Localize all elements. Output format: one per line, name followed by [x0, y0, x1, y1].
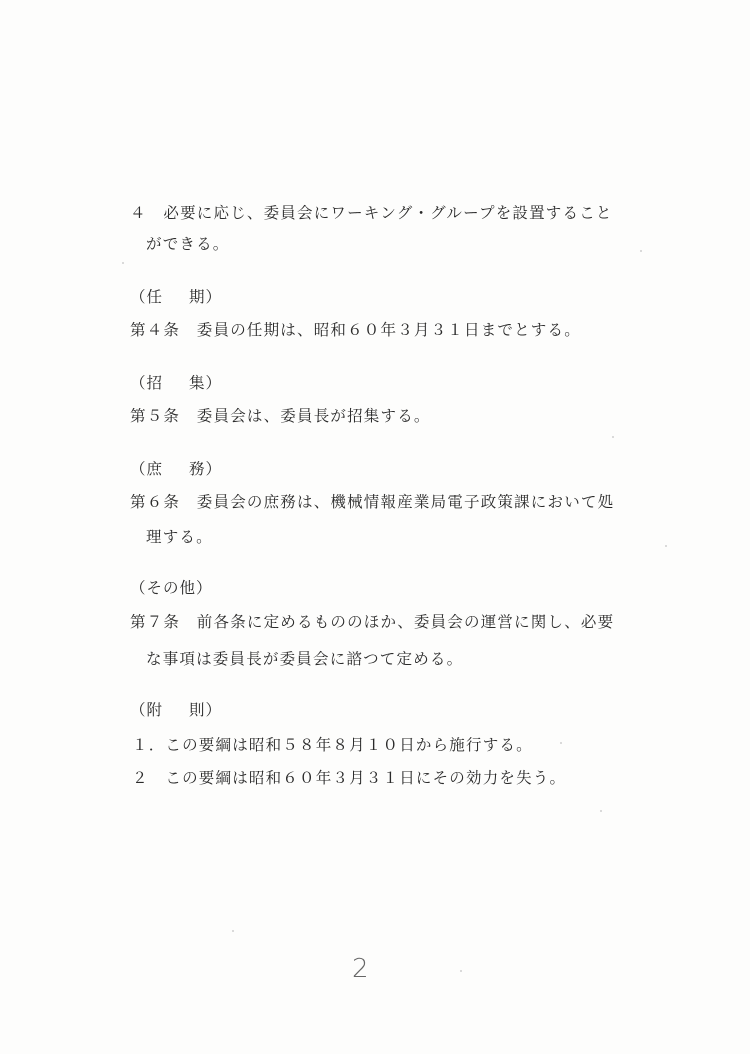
section-heading-convene	[130, 373, 222, 393]
section-heading-affairs	[130, 459, 222, 479]
heading-term-close: 期）	[189, 288, 223, 306]
heading-term-open: （任	[130, 288, 164, 306]
scan-speck	[640, 250, 642, 252]
section-heading-supplementary	[130, 700, 222, 720]
scan-speck	[232, 930, 234, 932]
page-number: 2	[352, 954, 369, 984]
scan-speck	[122, 262, 124, 264]
supplementary-item-2: ２ この要綱は昭和６０年３月３１日にその効力を失う。	[132, 769, 567, 787]
article-7-line-2: な事項は委員長が委員会に諮つて定める。	[146, 650, 464, 668]
heading-affairs-close: 務）	[189, 460, 223, 478]
section-heading-other: （その他）	[130, 579, 213, 597]
section-heading-term	[130, 287, 222, 307]
article-6-line-1: 第６条 委員会の庶務は、機械情報産業局電子政策課において処	[130, 493, 615, 511]
article-6-line-2: 理する。	[146, 528, 213, 546]
heading-convene-close: 集）	[189, 374, 223, 392]
article-4-text: 第４条 委員の任期は、昭和６０年３月３１日までとする。	[130, 321, 581, 339]
supplementary-item-1: １．この要綱は昭和５８年８月１０日から施行する。	[132, 736, 533, 754]
heading-supplementary-close: 則）	[189, 701, 223, 719]
heading-affairs-open: （庶	[130, 460, 164, 478]
scan-speck	[600, 810, 602, 812]
item-4-line-1: ４ 必要に応じ、委員会にワーキング・グループを設置すること	[130, 204, 613, 222]
scan-speck	[665, 545, 667, 547]
scan-speck	[560, 742, 562, 744]
scan-speck	[460, 970, 462, 972]
heading-convene-open: （招	[130, 374, 164, 392]
scan-speck	[612, 436, 614, 438]
heading-supplementary-open: （附	[130, 701, 164, 719]
item-4-line-2: ができる。	[146, 235, 230, 253]
article-5-text: 第５条 委員会は、委員長が招集する。	[130, 407, 431, 425]
article-7-line-1: 第７条 前各条に定めるもののほか、委員会の運営に関し、必要	[130, 613, 615, 631]
